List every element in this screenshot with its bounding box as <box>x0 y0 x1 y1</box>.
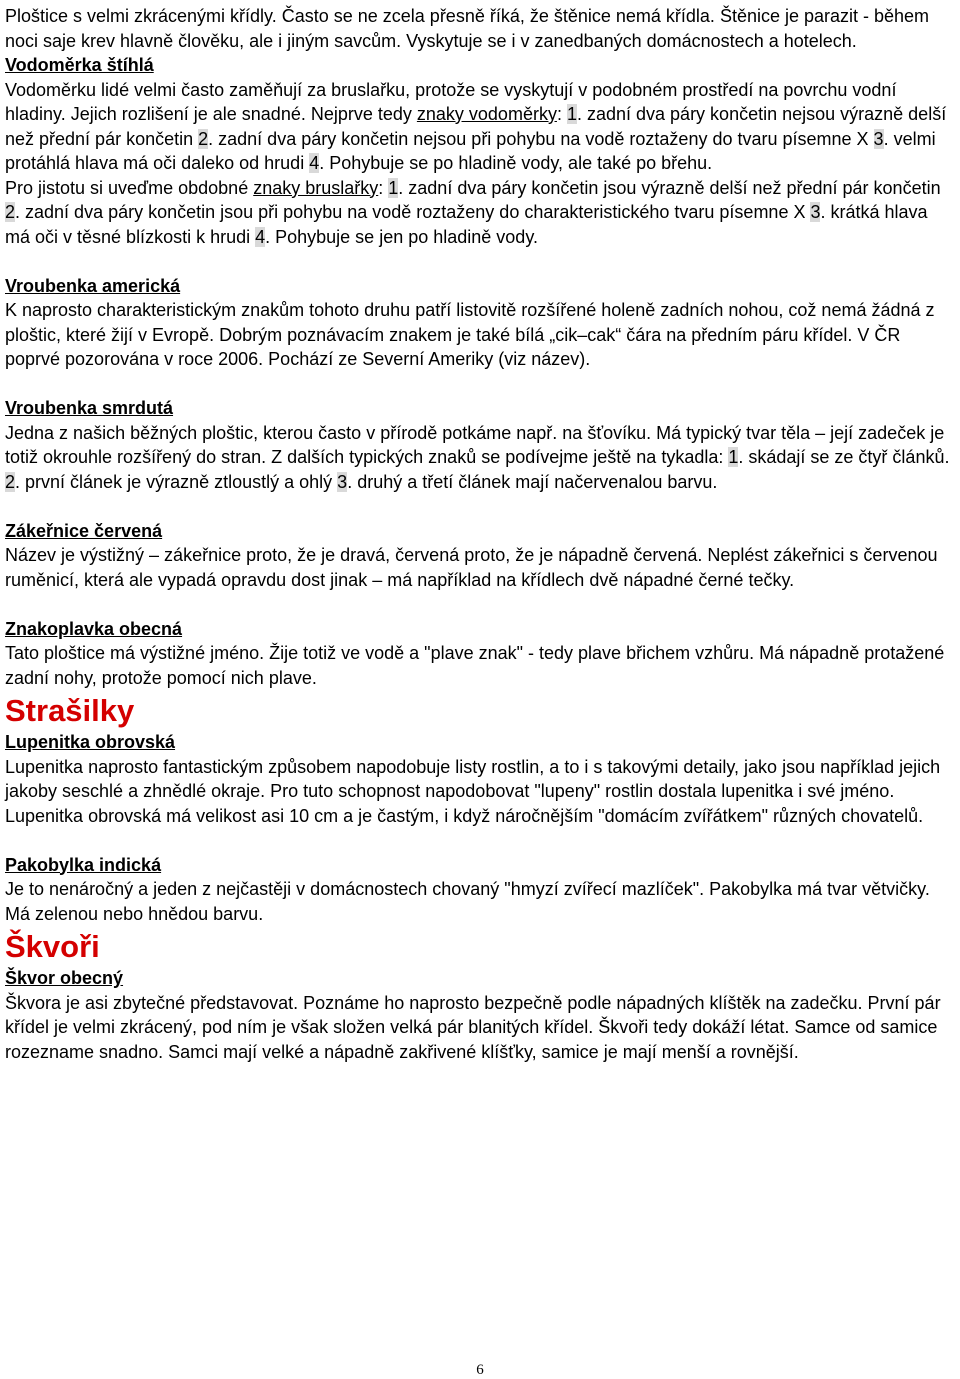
vodomerka-paragraph <box>5 78 955 176</box>
item-number: 2 <box>5 471 16 492</box>
skvor-paragraph: Škvora je asi zbytečné představovat. Poznáme ho naprosto bezpečně podle nápadných klíštěk na zadečku. První pár křídel je velmi zkrácený, pod ním je však složen velká pár blanitých křídel. Škvoři tedy dokáží létat. Samce od samice rozezname snadno. Samci mají velké a nápadně zakřivené klíšťky, samice je mají menší a rovnější. <box>5 992 941 1062</box>
text-run: . velmi protáhlá hlava má oči daleko od hrudi <box>5 128 936 173</box>
vroubenka-smrduta-heading: Vroubenka smrdutá <box>5 398 174 418</box>
bruslarka-paragraph <box>5 176 955 250</box>
item-number: 1 <box>728 447 739 467</box>
intro-paragraph: Ploštice s velmi zkrácenými křídly. Často se ne zcela přesně říká, že štěnice nemá křídla. Štěnice je parazit - během noci saje krev hlavně člověku, ale i jiným savcům. Vyskytuje se i v zanedbaných domácnostech a hotelech. <box>5 6 930 51</box>
pakobylka-heading: Pakobylka indická <box>5 854 162 875</box>
text-run: . první článek je výrazně ztloustlý a ohlý <box>15 471 338 492</box>
item-number: 4 <box>255 226 266 247</box>
spacer <box>5 494 955 519</box>
vodomerka-heading: Vodoměrka štíhlá <box>5 55 154 75</box>
znakoplavka-heading: Znakoplavka obecná <box>5 618 183 639</box>
vroubenka-smrduta-paragraph <box>5 421 955 495</box>
item-number: 1 <box>388 177 399 198</box>
vroubenka-americka-paragraph: K naprosto charakteristickým znakům tohoto druhu patří listovitě rozšířené holeně zadních nohou, což nemá žádná z ploštic, které žijí v Evropě. Dobrým poznávacím znakem je také bílá „cik–cak“ čára na předním páru křídel. V ČR poprvé pozorována v roce 2006. Pochází ze Severní Ameriky (viz název). <box>5 300 935 369</box>
text-run: . Pohybuje se jen po hladině vody. <box>265 226 538 247</box>
text-run: . krátká hlava má oči v těsné blízkosti k hrudi <box>5 202 928 247</box>
item-number: 4 <box>309 153 320 173</box>
section-heading-strasilky: Strašilky <box>5 693 135 728</box>
zakernice-heading: Zákeřnice červená <box>5 520 163 541</box>
page-number: 6 <box>476 1362 484 1378</box>
text-run: . druhý a třetí článek mají načervenalou barvu. <box>347 471 718 492</box>
item-number: 2 <box>198 128 209 149</box>
item-number: 3 <box>337 471 348 492</box>
spacer <box>5 249 955 274</box>
pakobylka-paragraph: Je to nenáročný a jeden z nejčastěji v domácnostech chovaný "hmyzí zvířecí mazlíček". Pakobylka má tvar větvičky. Má zelenou nebo hnědou barvu. <box>5 879 930 924</box>
text-run: . zadní dva páry končetin jsou při pohybu na vodě roztaženy do charakteristického tvaru písemne X <box>15 202 811 222</box>
text-run: Vodoměrku lidé velmi často zaměňují za bruslařku, protože se vyskytují v podobném prostředí na povrchu vodní hladiny. Jejich rozlišení je ale snadné. Nejprve tedy <box>5 79 897 124</box>
lupenitka-paragraph: Lupenitka naprosto fantastickým způsobem napodobuje listy rostlin, a to i s takovými detaily, jako jsou například jejich jakoby seschlé a zhnědlé okraje. Pro tuto schopnost napodobovat "lupeny" rostlin dostala lupenitka i své jméno. Lupenitka obrovská má velikost asi 10 cm a je častým, i když náročnějším "domácím zvířátkem" různých chovatelů. <box>5 756 941 826</box>
text-run: . Pohybuje se po hladině vody, ale také po břehu. <box>319 153 713 173</box>
text-run: Jedna z našich běžných ploštic, kterou často v přírodě potkáme např. na šťovíku. Má typický tvar těla – její zadeček je totiž okrouhle rozšířený do stran. Z dalších typických znaků se podívejme ještě na tykadla: <box>5 422 945 467</box>
text-run: . skádají se ze čtyř článků. <box>738 447 950 467</box>
item-number: 3 <box>810 202 821 222</box>
vodomerka-traits-link[interactable]: znaky vodoměrky <box>416 104 557 124</box>
bruslarka-traits-link[interactable]: znaky bruslařky <box>253 177 379 198</box>
section-heading-skvori: Škvoři <box>5 929 100 964</box>
spacer <box>5 828 955 853</box>
skvor-heading: Škvor obecný <box>5 968 124 988</box>
text-run: . zadní dva páry končetin nejsou výrazně delší než přední pár končetin <box>5 104 947 149</box>
text-run: : <box>378 177 389 198</box>
document-page <box>5 4 955 1064</box>
zakernice-paragraph: Název je výstižný – zákeřnice proto, že je dravá, červená proto, že je nápadně červená. Neplést zákeřnici s červenou ruměnicí, která ale vypadá opravdu dost jinak – má například na křídlech dvě nápadné černé tečky. <box>5 545 938 590</box>
text-run: Pro jistotu si uveďme obdobné <box>5 177 254 198</box>
znakoplavka-paragraph: Tato ploštice má výstižné jméno. Žije totiž ve vodě a "plave znak" - tedy plave břichem vzhůru. Má nápadně protažené zadní nohy, protože pomocí nich plave. <box>5 643 945 688</box>
item-number: 1 <box>566 104 577 124</box>
item-number: 2 <box>5 202 16 222</box>
item-number: 3 <box>873 128 884 149</box>
lupenitka-heading: Lupenitka obrovská <box>5 732 176 752</box>
spacer <box>5 372 955 397</box>
vroubenka-americka-heading: Vroubenka americká <box>5 275 181 296</box>
text-run: . zadní dva páry končetin jsou výrazně delší než přední pár končetin <box>398 177 941 198</box>
spacer <box>5 592 955 617</box>
text-run: . zadní dva páry končetin nejsou při pohybu na vodě roztaženy do tvaru písemne X <box>208 128 874 149</box>
text-run: : <box>556 104 567 124</box>
